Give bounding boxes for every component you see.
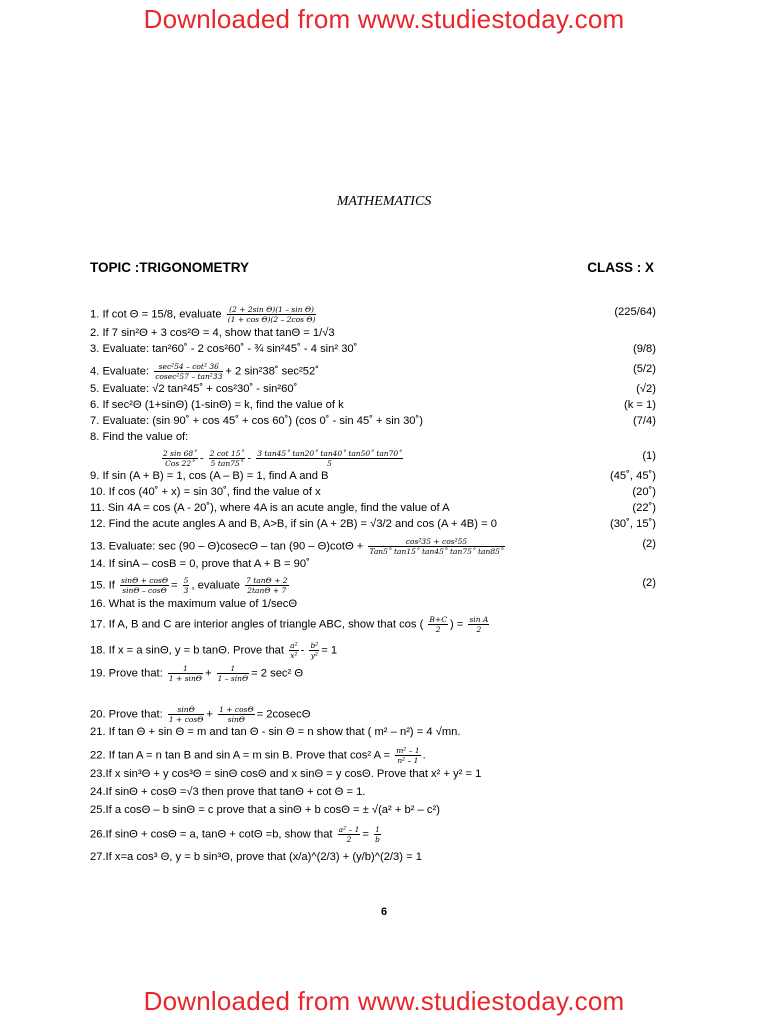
question-text: + <box>204 667 215 680</box>
answer-value: (k = 1) <box>623 399 656 411</box>
question-text: = 2cosecΘ <box>256 708 311 721</box>
answer-value: (30˚, 15˚) <box>609 518 656 530</box>
fraction <box>154 362 223 381</box>
answer-value: (9/8) <box>632 343 656 355</box>
question-text: . <box>422 749 426 762</box>
question-text: 24.If sinΘ + cosΘ =√3 then prove that tanΘ + cot Θ = 1. <box>90 786 366 798</box>
fraction-numerator: B+C <box>429 615 447 624</box>
question-text: 2. If 7 sin²Θ + 3 cos²Θ = 4, show that tanΘ = 1/√3 <box>90 327 335 339</box>
question-row <box>90 342 656 356</box>
fraction <box>217 664 250 683</box>
question-text: 4. Evaluate: <box>90 365 153 378</box>
fraction <box>168 705 205 724</box>
question-row <box>90 785 656 799</box>
question-text: 17. If A, B and C are interior angles of triangle ABC, show that cos ( <box>90 618 427 631</box>
question-row <box>90 501 656 515</box>
question-text: 12. Find the acute angles A and B, A>B, if sin (A + 2B) = √3/2 and cos (A + 4B) = 0 <box>90 518 497 530</box>
fraction-numerator: 2 sin 68˚ <box>163 449 197 458</box>
question-row <box>90 485 656 499</box>
answer-value: (225/64) <box>614 306 656 318</box>
fraction <box>227 305 317 324</box>
answer-value: (45˚, 45˚) <box>609 470 656 482</box>
question-row <box>90 382 656 396</box>
fraction-denominator: cosec²57 – tan²33 <box>155 372 223 381</box>
question-text: = <box>362 828 373 841</box>
question-row <box>90 576 656 595</box>
fraction-numerator: 1 <box>168 664 203 674</box>
fraction-denominator: n² – 1 <box>397 756 419 765</box>
question-row <box>90 517 656 531</box>
question-row <box>90 305 656 324</box>
fraction-denominator: b <box>375 835 380 844</box>
answer-value: (22˚) <box>632 502 656 514</box>
fraction <box>338 825 361 844</box>
fraction-denominator: sinΘ <box>227 715 245 724</box>
fraction-denominator: sinΘ – cosΘ <box>122 586 167 595</box>
fraction <box>309 641 319 660</box>
question-row <box>90 615 656 634</box>
question-row <box>90 597 656 611</box>
answer-value: (20˚) <box>632 486 656 498</box>
question-text: 9. If sin (A + B) = 1, cos (A – B) = 1, find A and B <box>90 470 329 482</box>
question-text: 7. Evaluate: (sin 90˚ + cos 45˚ + cos 60˚) (cos 0˚ - sin 45˚ + sin 30˚) <box>90 415 423 427</box>
page-number: 6 <box>380 906 388 918</box>
answer-value: (2) <box>642 577 656 589</box>
fraction-denominator: 3 <box>183 586 189 595</box>
fraction <box>256 449 403 468</box>
question-text: 8. Find the value of: <box>90 431 189 443</box>
question-text: 1. If cot Θ = 15/8, evaluate <box>90 308 225 321</box>
question-text: = 2 sec² Θ <box>251 667 304 680</box>
question-text: 26.If sinΘ + cosΘ = a, tanΘ + cotΘ =b, show that <box>90 828 336 841</box>
question-text: 18. If x = a sinΘ, y = b tanΘ. Prove that <box>90 644 288 657</box>
fraction-numerator: 1 <box>217 664 250 674</box>
fraction-numerator: sec²54 – cot² 36 <box>154 362 223 372</box>
fraction <box>162 449 198 468</box>
fraction <box>183 576 190 595</box>
fraction-numerator: 5 <box>183 576 189 585</box>
question-row <box>90 725 656 739</box>
fraction <box>120 576 169 595</box>
fraction <box>289 641 298 660</box>
answer-value: (1) <box>642 450 656 462</box>
fraction-numerator: b² <box>310 641 319 650</box>
question-text: 23.If x sin³Θ + y cos³Θ = sinΘ cosΘ and x sinΘ = y cosΘ. Prove that x² + y² = 1 <box>90 768 482 780</box>
fraction-denominator: 1 + cosΘ <box>168 715 204 724</box>
fraction-numerator: (2 + 2sin Θ)(1 – sin Θ) <box>227 305 317 315</box>
fraction-numerator: m² – 1 <box>396 746 420 755</box>
fraction-numerator: 7 tanΘ + 2 <box>246 576 288 585</box>
question-row <box>90 414 656 428</box>
question-text: 20. Prove that: <box>90 708 166 721</box>
fraction-denominator: 2tanΘ + 7 <box>247 586 287 595</box>
fraction-numerator: 1 <box>375 825 380 834</box>
question-row <box>90 803 656 817</box>
fraction-denominator: y² <box>310 651 318 660</box>
fraction-numerator: 1 + cosΘ <box>219 705 254 714</box>
question-text: 19. Prove that: <box>90 667 166 680</box>
fraction-denominator: 2 <box>346 835 352 844</box>
question-row <box>90 430 656 444</box>
question-row <box>90 362 656 381</box>
fraction <box>395 746 420 765</box>
fraction-numerator: 2 cot 15˚ <box>209 449 245 458</box>
subject-heading: MATHEMATICS <box>336 194 432 209</box>
fraction <box>428 615 448 634</box>
fraction-numerator: sinΘ <box>168 705 205 715</box>
question-text: 27.If x=a cos³ Θ, y = b sin³Θ, prove that (x/a)^(2/3) + (y/b)^(2/3) = 1 <box>90 851 422 863</box>
fraction-denominator: 1 – sinΘ <box>217 674 249 683</box>
download-banner-top: Downloaded from www.studiestoday.com <box>143 4 625 34</box>
question-text: , evaluate <box>191 579 244 592</box>
fraction-denominator: (1 + cos Θ)(2 – 2cos Θ) <box>227 315 316 324</box>
question-text: 14. If sinA – cosB = 0, prove that A + B = 90˚ <box>90 558 310 570</box>
question-text: 11. Sin 4A = cos (A - 20˚), where 4A is an acute angle, find the value of A <box>90 502 450 514</box>
question-text: - <box>300 644 308 657</box>
question-row <box>90 746 656 765</box>
question-text: 21. If tan Θ + sin Θ = m and tan Θ - sin Θ = n show that ( m² – n²) = 4 √mn. <box>90 726 461 738</box>
fraction <box>368 537 504 556</box>
question-row <box>90 557 656 571</box>
question-text: 16. What is the maximum value of 1/secΘ <box>90 598 298 610</box>
question-row <box>90 850 656 864</box>
download-banner-bottom: Downloaded from www.studiestoday.com <box>143 986 625 1016</box>
fraction-denominator: Tan5˚ tan15˚ tan45˚ tan75˚ tan85˚ <box>369 547 504 556</box>
question-row <box>90 705 656 724</box>
question-text: 3. Evaluate: tan²60˚ - 2 cos²60˚ - ¾ sin²45˚ - 4 sin² 30˚ <box>90 343 358 355</box>
fraction-denominator: 2 <box>435 625 441 634</box>
fraction <box>168 664 203 683</box>
question-row <box>90 469 656 483</box>
question-text: + <box>206 708 217 721</box>
question-text: 5. Evaluate: √2 tan²45˚ + cos²30˚ - sin²60˚ <box>90 383 298 395</box>
fraction <box>468 615 489 634</box>
fraction-numerator: sinΘ + cosΘ <box>121 576 168 585</box>
answer-value: (5/2) <box>632 363 656 375</box>
question-row <box>90 825 656 844</box>
fraction-numerator: cos²35 + cos²55 <box>368 537 504 547</box>
question-row <box>90 641 656 660</box>
fraction-numerator: 3 tan45˚ tan20˚ tan40˚ tan50˚ tan70˚ <box>257 449 402 458</box>
fraction-numerator: sin A <box>469 615 489 624</box>
fraction-denominator: 5 tan75˚ <box>210 459 244 468</box>
fraction-denominator: x² <box>290 651 298 660</box>
question-text: = <box>171 579 181 592</box>
question-text: 25.If a cosΘ – b sinΘ = c prove that a sinΘ + b cosΘ = ± √(a² + b² – c²) <box>90 804 440 816</box>
question-text: 22. If tan A = n tan B and sin A = m sin B. Prove that cos² A = <box>90 749 394 762</box>
class-label: CLASS : X <box>587 260 654 275</box>
question-row <box>90 326 656 340</box>
question-text: - <box>247 452 255 465</box>
question-text: - <box>199 452 207 465</box>
question-row <box>160 449 656 468</box>
question-text: ) = <box>449 618 467 631</box>
fraction-denominator: 2 <box>476 625 482 634</box>
question-text: = 1 <box>321 644 338 657</box>
fraction <box>218 705 255 724</box>
fraction <box>245 576 288 595</box>
question-text: + 2 sin²38˚ sec²52˚ <box>225 365 319 378</box>
fraction-denominator: 5 <box>327 459 332 468</box>
question-row <box>90 537 656 556</box>
question-row <box>90 664 656 683</box>
question-row <box>90 398 656 412</box>
question-text: 13. Evaluate: sec (90 – Θ)cosecΘ – tan (90 – Θ)cotΘ + <box>90 540 367 553</box>
topic-heading: TOPIC :TRIGONOMETRY <box>90 260 250 275</box>
question-text: 6. If sec²Θ (1+sinΘ) (1-sinΘ) = k, find the value of k <box>90 399 344 411</box>
fraction <box>209 449 246 468</box>
question-text: 15. If <box>90 579 118 592</box>
answer-value: (2) <box>642 538 656 550</box>
question-text: 10. If cos (40˚ + x) = sin 30˚, find the value of x <box>90 486 321 498</box>
fraction-denominator: Cos 22˚ <box>165 459 195 468</box>
fraction-numerator: a² – 1 <box>338 825 360 834</box>
answer-value: (√2) <box>636 383 656 395</box>
fraction <box>374 825 381 844</box>
fraction-denominator: 1 + sinΘ <box>168 674 202 683</box>
answer-value: (7/4) <box>632 415 656 427</box>
question-row <box>90 767 656 781</box>
fraction-numerator: a² <box>290 641 298 650</box>
